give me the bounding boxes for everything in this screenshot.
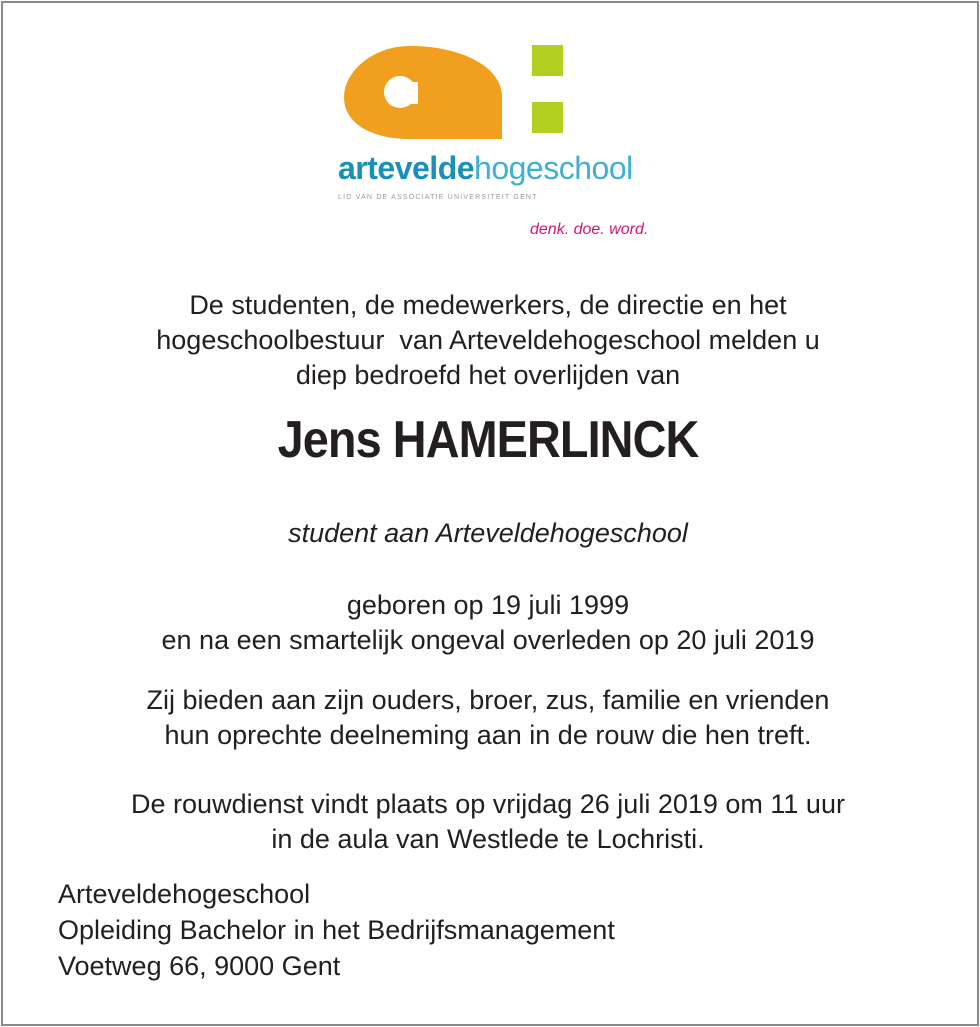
death-date-line: en na een smartelijk ongeval overleden op 20 juli 2019 [161,625,815,655]
condolence-line: Zij bieden aan zijn ouders, broer, zus, familie en vrienden [146,685,830,715]
brand-name-part1: artevelde [338,150,475,186]
condolence-line: hun oprechte deelneming aan in de rouw die hen treft. [164,720,812,750]
brand-subline: LID VAN DE ASSOCIATIE UNIVERSITEIT GENT [338,194,538,201]
intro-line: De studenten, de medewerkers, de directie en het [189,290,787,320]
sender-name: Arteveldehogeschool [58,879,311,909]
condolence-paragraph [0,683,976,753]
service-line: in de aula van Westlede te Lochristi. [271,824,705,854]
sender-address [58,876,615,984]
birth-date-line: geboren op 19 juli 1999 [346,590,630,620]
intro-line: hogeschoolbestuur van Arteveldehogeschool melden u [156,325,820,355]
deceased-role: student aan Arteveldehogeschool [288,518,688,548]
sender-department: Opleiding Bachelor in het Bedrijfsmanagement [58,915,615,945]
brand-wordmark [338,152,633,184]
deceased-name: Jens HAMERLINCK [277,411,699,469]
arteveldehogeschool-logo [330,40,710,250]
sender-street: Voetweg 66, 9000 Gent [58,951,341,981]
service-paragraph [0,787,976,857]
service-line: De rouwdienst vindt plaats op vrijdag 26 juli 2019 om 11 uur [131,789,845,819]
brand-name-part2: hogeschool [474,150,633,186]
intro-paragraph [0,288,976,393]
intro-line: diep bedroefd het overlijden van [295,360,681,390]
brand-tagline: denk. doe. word. [530,221,649,238]
logo-mark-icon [330,40,710,150]
dates-paragraph [0,588,976,658]
